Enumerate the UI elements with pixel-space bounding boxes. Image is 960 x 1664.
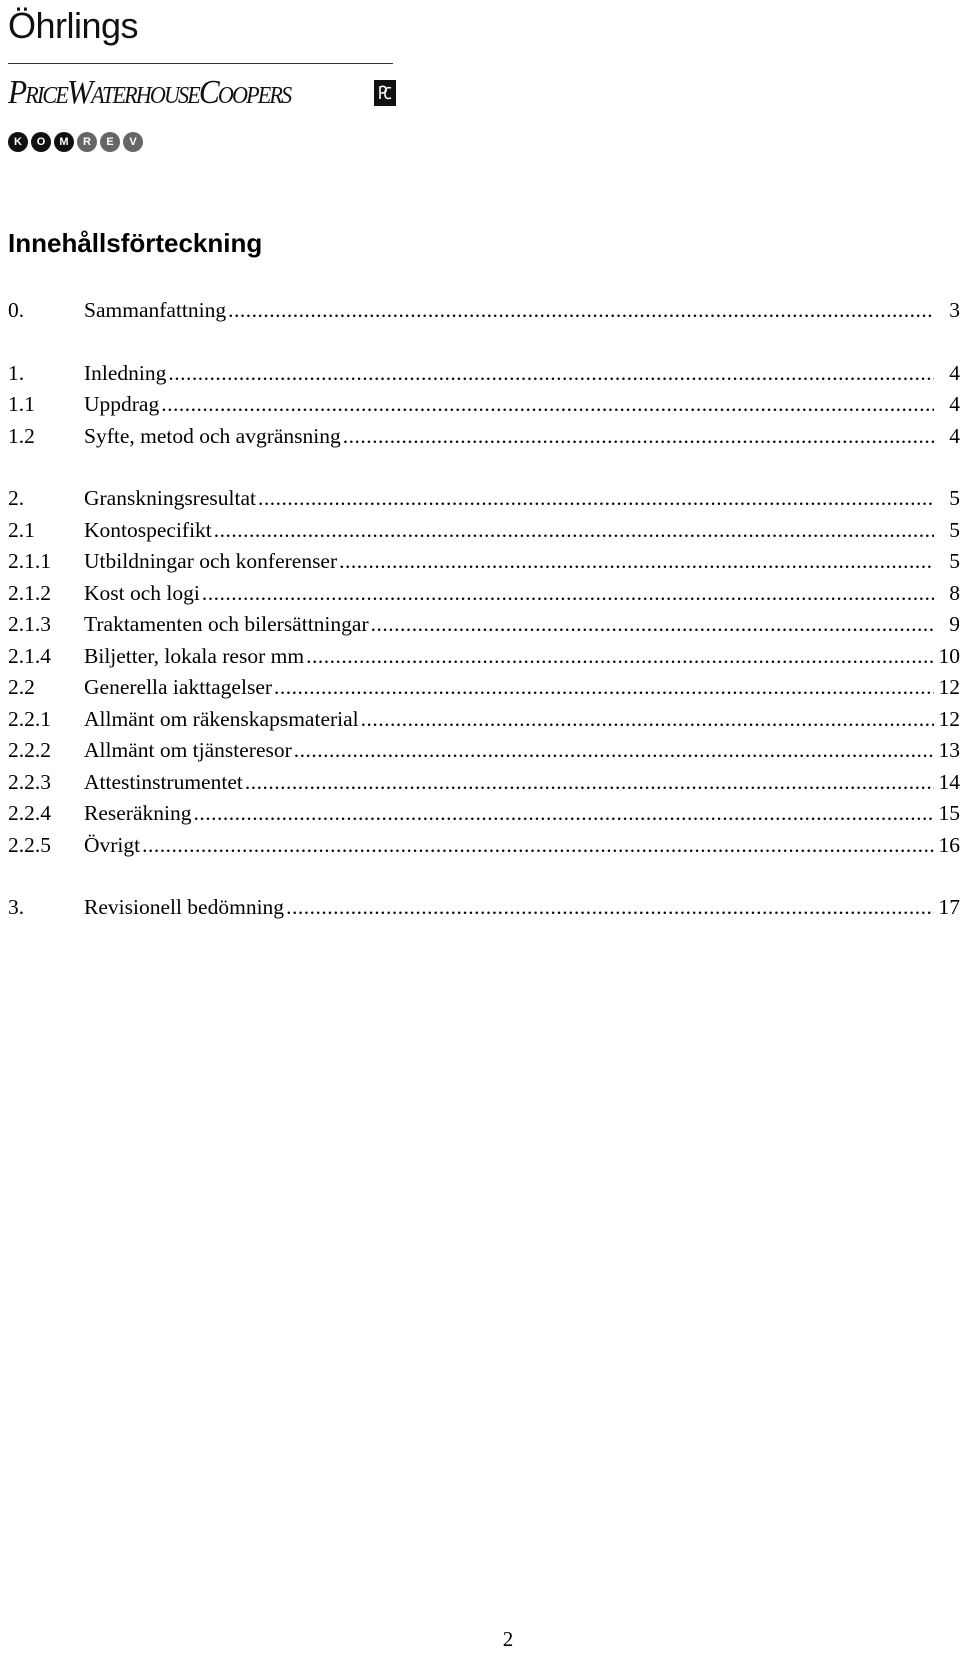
- toc-entry-page: 13: [938, 738, 960, 762]
- toc-dot-leader: [306, 641, 934, 673]
- toc-dot-leader: [245, 767, 934, 799]
- toc-dot-leader: [168, 358, 934, 390]
- toc-entry-number: 2.: [8, 486, 25, 510]
- toc-entry-number: 2.1.3: [8, 612, 51, 636]
- toc-group: [8, 892, 960, 924]
- pwc-wordmark: PriceWaterhouseCoopers: [8, 74, 291, 111]
- table-of-contents: [8, 295, 960, 955]
- toc-entry-page: 3: [949, 298, 960, 322]
- toc-dot-leader: [142, 830, 934, 862]
- page-number-text: 2: [502, 1627, 514, 1651]
- toc-dot-leader: [339, 546, 934, 578]
- toc-entry-title: Sammanfattning: [84, 298, 227, 322]
- toc-entry-page: 12: [938, 675, 960, 699]
- toc-dot-leader: [361, 704, 934, 736]
- komrev-badges: [8, 132, 398, 152]
- toc-entry-page: 5: [949, 517, 960, 542]
- toc-entry-page: 5: [949, 549, 960, 573]
- toc-entry-page: 8: [949, 580, 960, 605]
- toc-entry-page: 4: [949, 392, 960, 416]
- page-number: [0, 1626, 960, 1652]
- toc-entry-title: Generella iakttagelser: [84, 675, 273, 699]
- toc-entry-number: 2.1.2: [8, 580, 51, 605]
- toc-entry[interactable]: [8, 767, 960, 799]
- toc-entry-page: 4: [949, 360, 960, 385]
- toc-entry[interactable]: [8, 358, 960, 390]
- toc-entry-title: Kontospecifikt: [84, 517, 212, 542]
- toc-entry-title: Utbildningar och konferenser: [84, 549, 338, 573]
- komrev-badge-e: E: [100, 132, 120, 152]
- komrev-badge-r: R: [77, 132, 97, 152]
- toc-entry-page: 12: [938, 706, 960, 731]
- letterhead-divider: [8, 63, 393, 64]
- toc-dot-leader: [202, 578, 934, 610]
- toc-entry-title: Revisionell bedömning: [84, 895, 285, 919]
- toc-entry-title: Reseräkning: [84, 801, 192, 825]
- toc-entry-title: Biljetter, lokala resor mm: [84, 643, 305, 668]
- toc-entry-title: Syfte, metod och avgränsning: [84, 423, 341, 448]
- toc-entry[interactable]: [8, 578, 960, 610]
- toc-dot-leader: [193, 798, 934, 830]
- toc-entry-number: 1.: [8, 360, 25, 385]
- toc-entry[interactable]: [8, 515, 960, 547]
- toc-entry-title: Granskningsresultat: [84, 486, 256, 510]
- toc-dot-leader: [371, 609, 934, 641]
- letterhead: [8, 6, 398, 152]
- toc-entry-number: 0.: [8, 298, 25, 322]
- toc-entry-title: Övrigt: [84, 832, 141, 857]
- toc-entry-title: Uppdrag: [84, 392, 160, 416]
- toc-entry-page: 9: [949, 612, 960, 636]
- toc-entry-title: Allmänt om tjänsteresor: [84, 738, 292, 762]
- toc-entry-page: 10: [938, 643, 960, 668]
- toc-entry-page: 14: [938, 769, 960, 794]
- komrev-badge-o: O: [31, 132, 51, 152]
- toc-dot-leader: [258, 483, 934, 515]
- toc-entry[interactable]: [8, 735, 960, 767]
- toc-entry-number: 2.2.5: [8, 832, 51, 857]
- toc-entry-page: 15: [938, 801, 960, 825]
- toc-entry[interactable]: [8, 609, 960, 641]
- toc-group: [8, 295, 960, 327]
- pwc-logo-row: [8, 74, 398, 112]
- toc-entry-number: 2.1: [8, 517, 35, 542]
- komrev-badge-v: V: [123, 132, 143, 152]
- toc-entry-number: 2.2.1: [8, 706, 51, 731]
- toc-entry-title: Kost och logi: [84, 580, 200, 605]
- toc-entry[interactable]: [8, 830, 960, 862]
- toc-entry-number: 2.2.4: [8, 801, 51, 825]
- komrev-badge-k: K: [8, 132, 28, 152]
- toc-dot-leader: [274, 672, 934, 704]
- toc-entry[interactable]: [8, 641, 960, 673]
- toc-entry[interactable]: [8, 892, 960, 924]
- toc-heading: Innehållsförteckning: [8, 228, 263, 258]
- toc-dot-leader: [294, 735, 934, 767]
- pwc-seal-icon: [374, 80, 396, 106]
- toc-dot-leader: [286, 892, 934, 924]
- toc-entry-number: 1.2: [8, 423, 35, 448]
- toc-dot-leader: [214, 515, 934, 547]
- toc-entry-title: Inledning: [84, 360, 167, 385]
- toc-dot-leader: [343, 421, 934, 453]
- toc-dot-leader: [228, 295, 934, 327]
- toc-entry-page: 5: [949, 486, 960, 510]
- toc-entry-number: 2.1.1: [8, 549, 51, 573]
- toc-entry-title: Traktamenten och bilersättningar: [84, 612, 369, 636]
- toc-entry[interactable]: [8, 546, 960, 578]
- toc-entry[interactable]: [8, 798, 960, 830]
- toc-entry-number: 2.2: [8, 675, 35, 699]
- ohrlings-wordmark: Öhrlings: [8, 5, 139, 46]
- toc-entry-page: 17: [938, 895, 960, 919]
- toc-entry[interactable]: [8, 704, 960, 736]
- toc-entry-number: 3.: [8, 895, 25, 919]
- toc-entry-page: 16: [938, 832, 960, 857]
- toc-entry-number: 2.2.3: [8, 769, 51, 794]
- toc-entry-page: 4: [949, 423, 960, 448]
- toc-entry-number: 2.1.4: [8, 643, 51, 668]
- toc-entry-number: 2.2.2: [8, 738, 51, 762]
- toc-entry-title: Allmänt om räkenskapsmaterial: [84, 706, 359, 731]
- toc-entry[interactable]: [8, 672, 960, 704]
- toc-entry[interactable]: [8, 483, 960, 515]
- toc-group: [8, 358, 960, 453]
- toc-entry[interactable]: [8, 421, 960, 453]
- toc-entry-title: Attestinstrumentet: [84, 769, 243, 794]
- toc-entry[interactable]: [8, 295, 960, 327]
- toc-dot-leader: [161, 389, 934, 421]
- toc-group: [8, 483, 960, 861]
- komrev-badge-m: M: [54, 132, 74, 152]
- toc-entry-number: 1.1: [8, 392, 35, 416]
- toc-entry[interactable]: [8, 389, 960, 421]
